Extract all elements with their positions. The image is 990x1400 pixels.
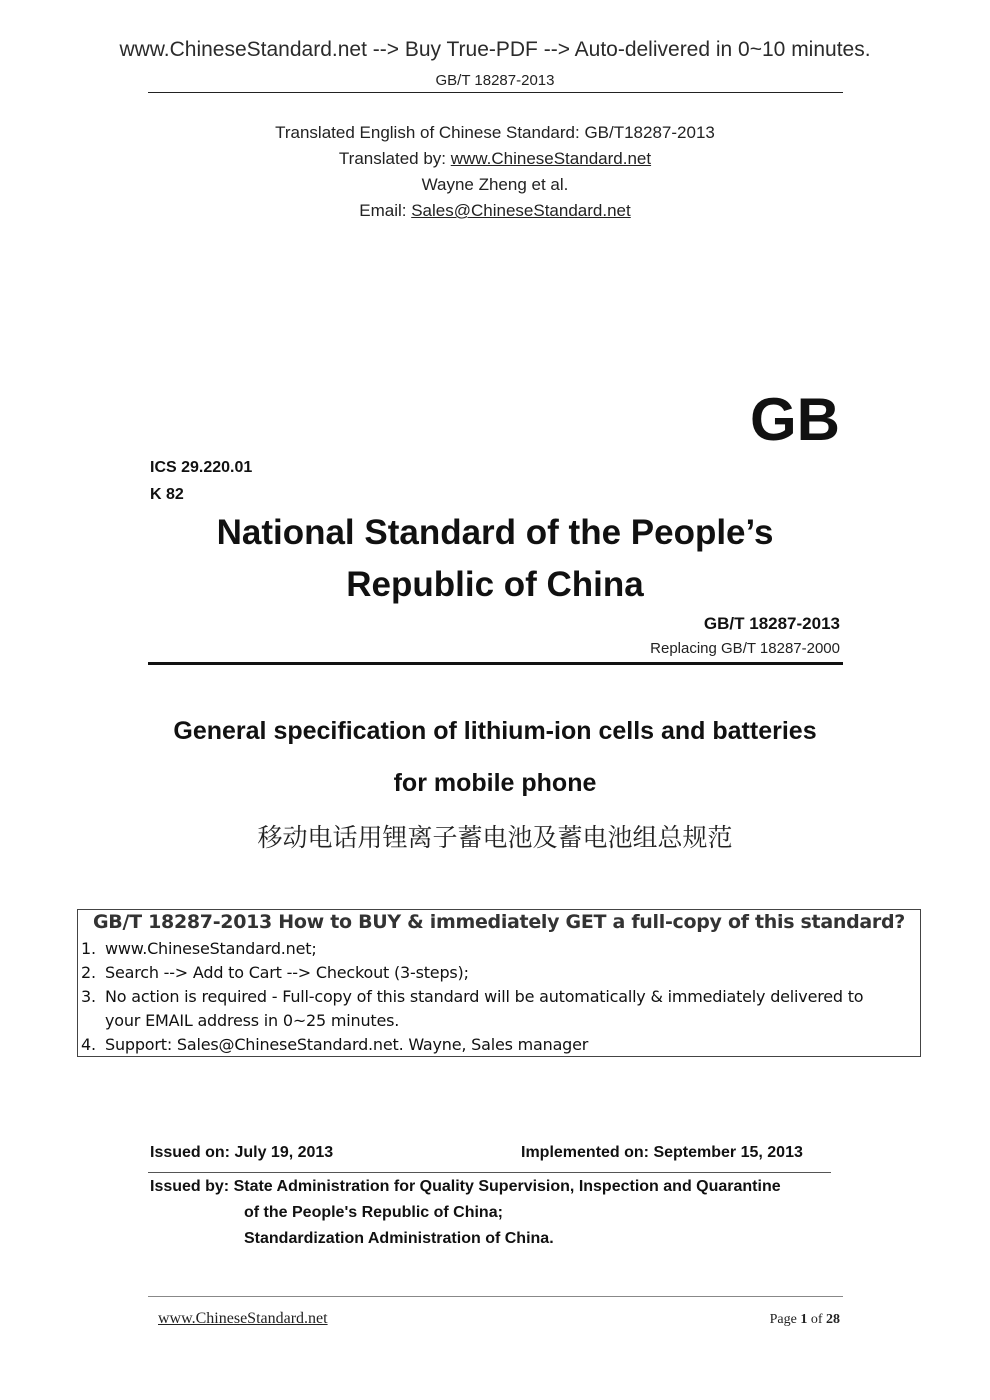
buy-step-text: No action is required - Full-copy of this standard will be automatically & immediately delivered to [105,987,864,1006]
buy-step-2 [81,963,469,982]
buy-box-heading: GB/T 18287-2013 How to BUY & immediately GET a full-copy of this standard? [93,911,905,933]
issued-by-line-1: Issued by: State Administration for Quality Supervision, Inspection and Quarantine [150,1178,781,1195]
buy-step-number: 3. [81,987,96,1006]
buy-step-text[interactable]: www.ChineseStandard.net; [105,939,317,958]
buy-step-1 [81,939,317,958]
standard-number: GB/T 18287-2013 [703,614,840,633]
title-line-2: Republic of China [346,565,644,604]
title-line-1: National Standard of the People’s [216,513,774,552]
email-link[interactable]: Sales@ChineseStandard.net [411,201,631,220]
translated-by [0,149,990,169]
email-label: Email: [359,201,412,220]
buy-step-3 [81,987,863,1006]
buy-step-3-continuation: your EMAIL address in 0~25 minutes. [105,1011,400,1030]
translation-line: Translated English of Chinese Standard: GB/T18287-2013 [275,123,715,142]
page-current: 1 [800,1312,808,1327]
subtitle-line-1: General specification of lithium-ion cells and batteries [173,717,817,745]
buy-step-number: 4. [81,1035,96,1054]
issued-by-line-3: Standardization Administration of China. [244,1230,554,1247]
implemented-on: Implemented on: September 15, 2013 [521,1144,803,1161]
chinese-title: 移动电话用锂离子蓄电池及蓄电池组总规范 [257,823,733,852]
page-of: of [807,1312,826,1327]
top-banner: www.ChineseStandard.net --> Buy True-PDF --> Auto-delivered in 0~10 minutes. [119,38,871,61]
gb-mark: GB [750,386,840,453]
header-rule [148,92,843,93]
page-indicator [770,1312,840,1328]
buy-info-box [77,909,921,1057]
page-total: 28 [826,1312,840,1327]
translated-by-label: Translated by: [338,149,451,168]
category-code: K 82 [150,486,184,503]
ics-code: ICS 29.220.01 [150,459,253,476]
buy-step-number: 1. [81,939,96,958]
replacing-standard: Replacing GB/T 18287-2000 [650,640,840,657]
subtitle-line-2: for mobile phone [393,769,597,797]
page-label: Page [769,1312,801,1327]
translator-email [0,201,990,221]
issue-rule [148,1172,831,1173]
buy-step-text: Support: Sales@ChineseStandard.net. Wayne, Sales manager [105,1035,589,1054]
translator-author: Wayne Zheng et al. [421,175,569,194]
footer-rule [148,1296,843,1297]
issued-on: Issued on: July 19, 2013 [150,1144,334,1161]
header-doc-id: GB/T 18287-2013 [435,72,555,89]
translator-website-link[interactable]: www.ChineseStandard.net [450,149,652,168]
title-rule [148,662,843,665]
buy-step-text: Search --> Add to Cart --> Checkout (3-steps); [105,963,469,982]
buy-step-number: 2. [81,963,96,982]
issued-by-line-2: of the People's Republic of China; [244,1204,503,1221]
footer-website-link[interactable]: www.ChineseStandard.net [158,1310,328,1327]
buy-step-4 [81,1035,588,1054]
